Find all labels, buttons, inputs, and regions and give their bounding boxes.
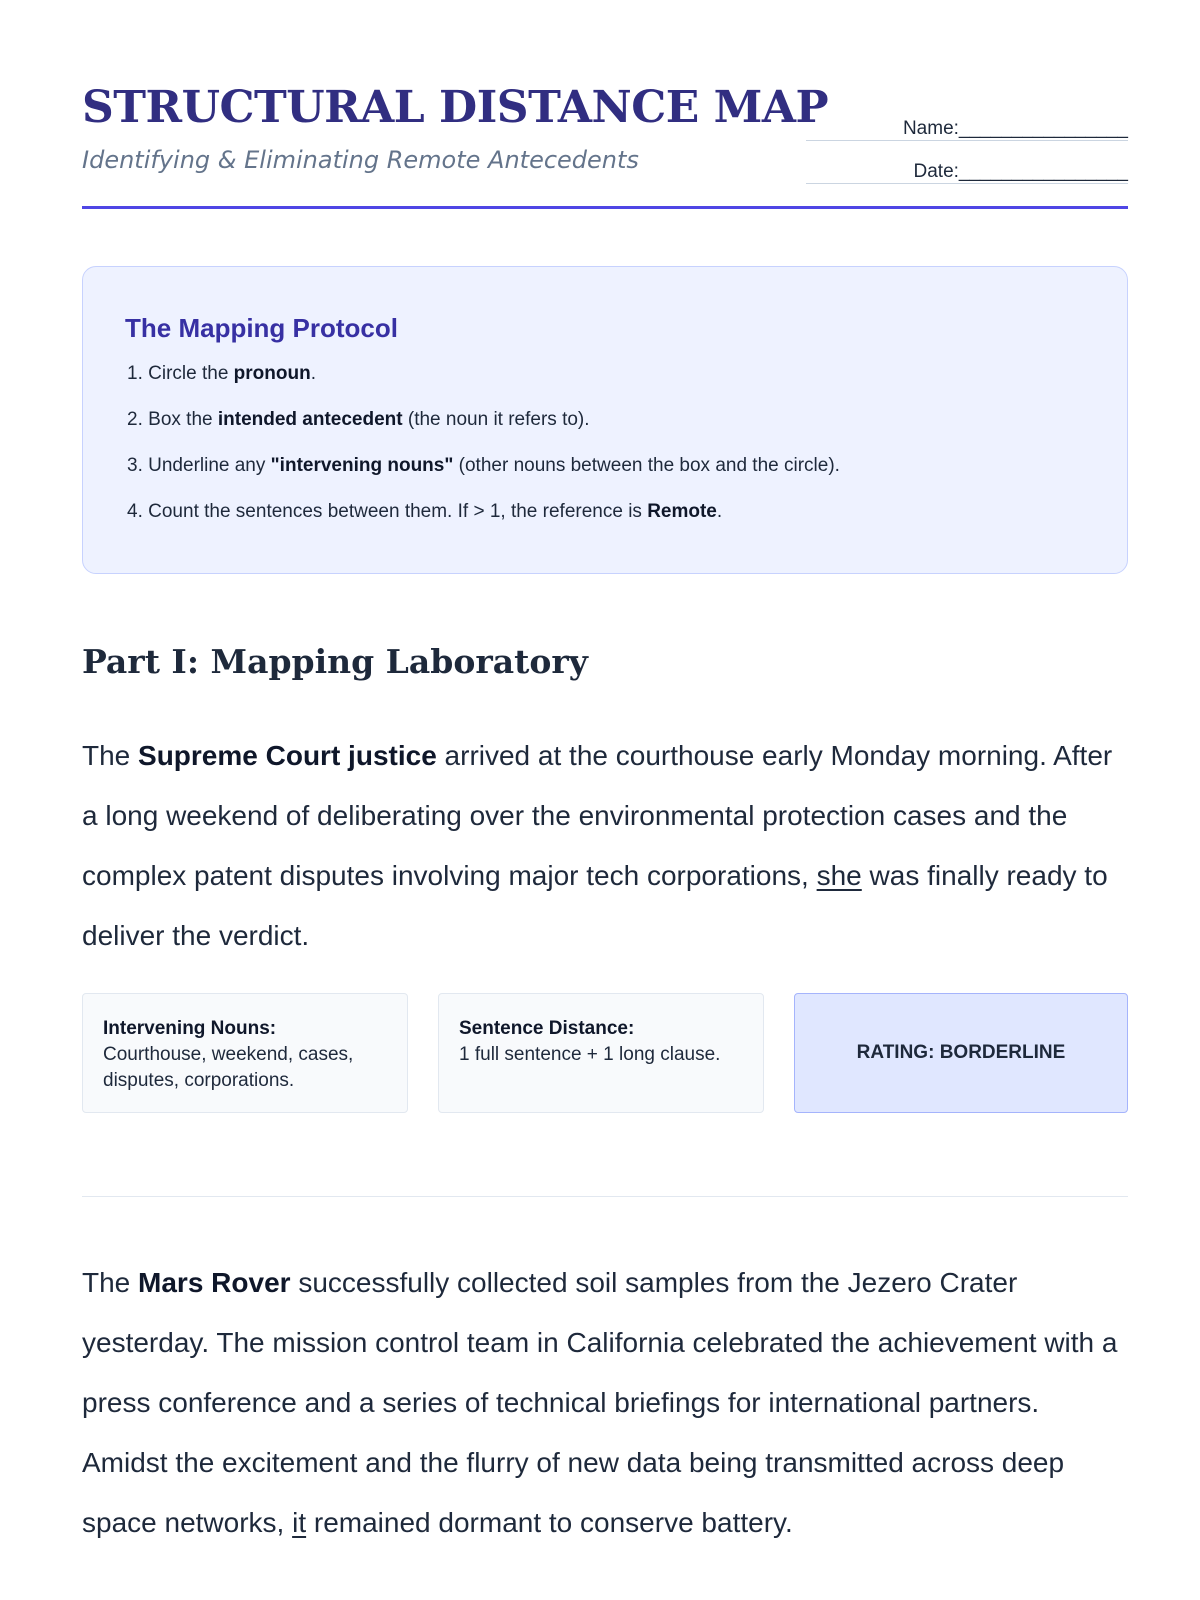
card-value: Courthouse, weekend, cases, disputes, corporations. [103,1044,354,1091]
protocol-step: 3. Underline any "intervening nouns" (other nouns between the box and the circle). [127,455,840,476]
sentence-distance-card [438,993,764,1113]
antecedent: Supreme Court justice [138,740,437,771]
antecedent: Mars Rover [138,1267,291,1298]
passage-2: The Mars Rover successfully collected soil samples from the Jezero Crater yesterday. The mission control team in California celebrated the achievement with a press conference and a series of technical briefings for international partners. Amidst the excitement and the flurry of new data being transmitted across deep space networks, it remained dormant to conserve battery. [82,1267,1118,1538]
name-row [806,110,1128,141]
rating-card [794,993,1128,1113]
card-label: Sentence Distance: [459,1018,635,1039]
protocol-step: 4. Count the sentences between them. If > 1, the reference is Remote. [127,501,723,522]
protocol-step: 2. Box the intended antecedent (the noun it refers to). [127,409,590,430]
part-heading: Part I: Mapping Laboratory [82,642,588,681]
section-divider [82,1196,1128,1197]
card-label: Intervening Nouns: [103,1018,277,1039]
date-blank[interactable]: ________________ [958,161,1128,182]
date-row [806,153,1128,184]
protocol-step: 1. Circle the pronoun. [127,363,316,384]
student-info [806,110,1128,196]
worksheet-title: STRUCTURAL DISTANCE MAP [82,82,829,133]
date-label: Date: [913,161,959,182]
protocol-box [82,266,1128,574]
worksheet-header [82,82,1128,212]
header-rule [82,206,1128,209]
pronoun: she [816,860,862,891]
intervening-nouns-card [82,993,408,1113]
card-value: 1 full sentence + 1 long clause. [459,1044,721,1065]
protocol-steps [127,363,840,547]
analysis-cards [82,993,1128,1115]
pronoun: it [292,1507,307,1538]
passage-1: The Supreme Court justice arrived at the courthouse early Monday morning. After a long weekend of deliberating over the environmental protection cases and the complex patent disputes involving major tech corporations, she was finally ready to deliver the verdict. [82,740,1113,951]
name-label: Name: [902,118,959,139]
name-blank[interactable]: ________________ [958,118,1128,139]
worksheet-subtitle: Identifying & Eliminating Remote Antecedents [82,146,639,174]
rating-text: RATING: BORDERLINE [856,1042,1066,1063]
protocol-title: The Mapping Protocol [125,313,398,343]
